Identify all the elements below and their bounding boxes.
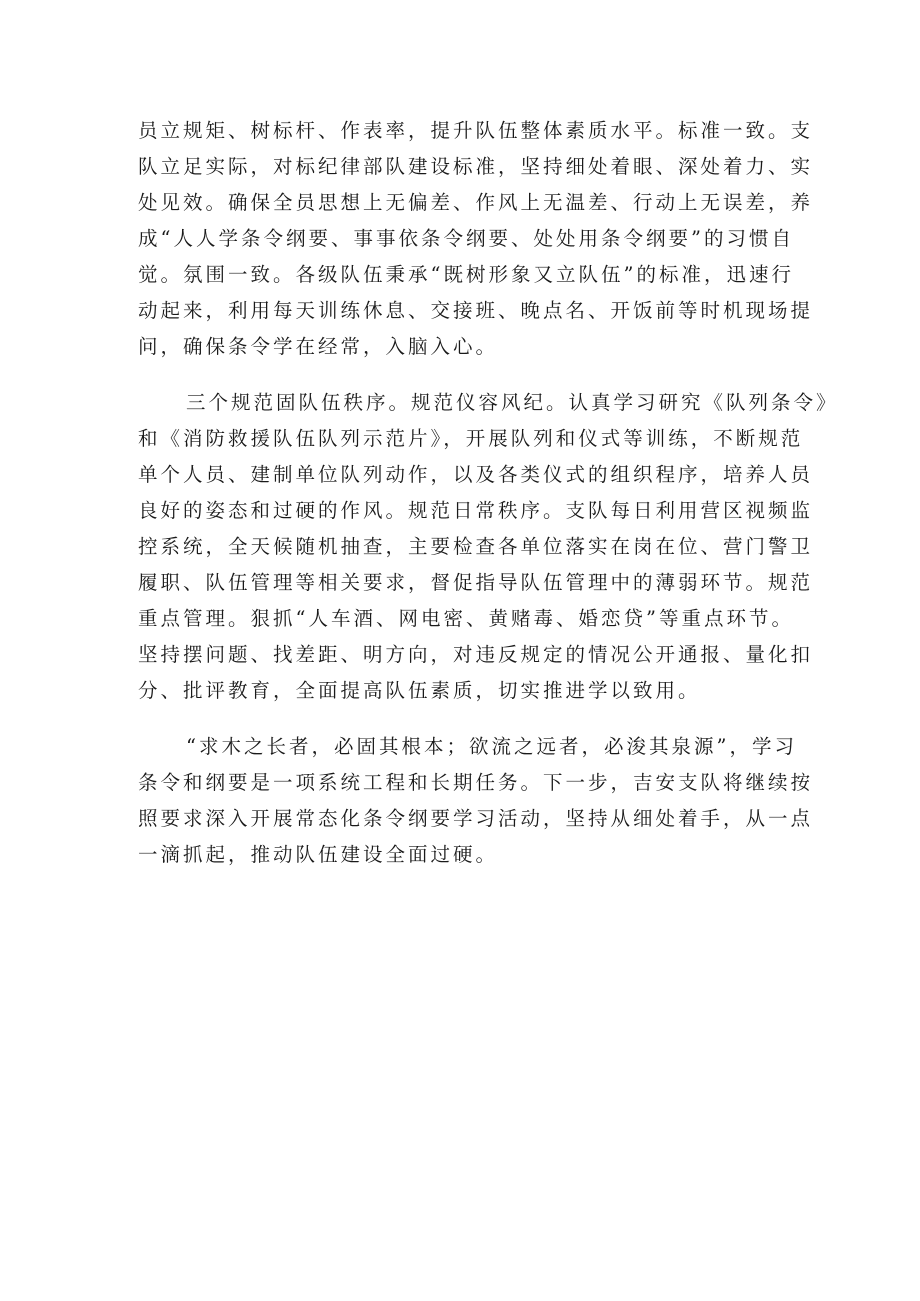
text-line: 三个规范固队伍秩序。规范仪容风纪。认真学习研究《队列条令》 — [186, 391, 839, 414]
text-line: 坚持摆问题、找差距、明方向，对违反规定的情况公开通报、量化扣 — [138, 643, 814, 666]
text-line: 员立规矩、树标杆、作表率，提升队伍整体素质水平。标准一致。支 — [138, 119, 814, 142]
paragraph-spacer — [138, 365, 798, 385]
text-line: 履职、队伍管理等相关要求，督促指导队伍管理中的薄弱环节。规范 — [138, 571, 814, 594]
paragraph-3 — [138, 729, 814, 873]
text-line: “求木之长者，必固其根本；欲流之远者，必浚其泉源”，学习 — [186, 735, 797, 758]
text-line: 照要求深入开展常态化条令纲要学习活动，坚持从细处着手，从一点 — [138, 807, 814, 830]
text-line: 问，确保条令学在经常，入脑入心。 — [138, 335, 499, 358]
text-line: 条令和纲要是一项系统工程和长期任务。下一步，吉安支队将继续按 — [138, 771, 814, 794]
paragraph-1 — [138, 113, 814, 365]
text-line: 重点管理。狠抓“人车酒、网电密、黄赌毒、婚恋贷”等重点环节。 — [138, 607, 794, 630]
text-line: 良好的姿态和过硬的作风。规范日常秩序。支队每日利用营区视频监 — [138, 499, 814, 522]
text-line: 分、批评教育，全面提高队伍素质，切实推进学以致用。 — [138, 679, 701, 702]
text-line: 一滴抓起，推动队伍建设全面过硬。 — [138, 843, 499, 866]
document-body — [138, 113, 839, 873]
text-line: 觉。氛围一致。各级队伍秉承“既树形象又立队伍”的标准，迅速行 — [138, 263, 794, 286]
text-line: 处见效。确保全员思想上无偏差、作风上无温差、行动上无误差，养 — [138, 191, 814, 214]
text-line: 成“人人学条令纲要、事事依条令纲要、处处用条令纲要”的习惯自 — [138, 227, 794, 250]
paragraph-spacer — [138, 709, 798, 729]
text-line: 控系统，全天候随机抽查，主要检查各单位落实在岗在位、营门警卫 — [138, 535, 814, 558]
text-line: 单个人员、建制单位队列动作，以及各类仪式的组织程序，培养人员 — [138, 463, 814, 486]
text-line: 动起来，利用每天训练休息、交接班、晚点名、开饭前等时机现场提 — [138, 299, 814, 322]
paragraph-2 — [138, 385, 839, 709]
text-line: 和《消防救援队伍队列示范片》，开展队列和仪式等训练，不断规范 — [138, 427, 804, 450]
text-line: 队立足实际，对标纪律部队建设标准，坚持细处着眼、深处着力、实 — [138, 155, 814, 178]
